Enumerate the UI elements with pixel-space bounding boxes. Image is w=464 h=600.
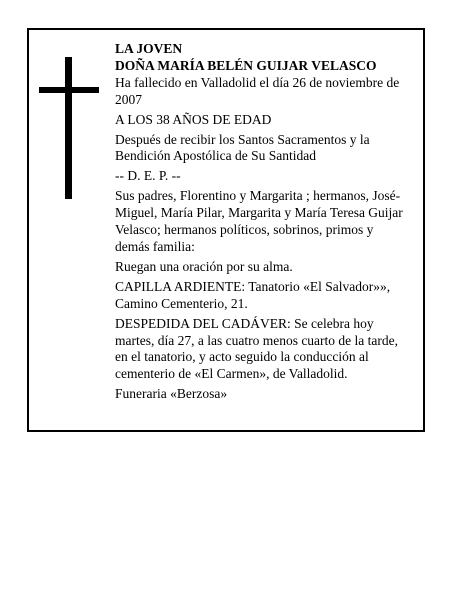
cross-icon	[39, 57, 99, 199]
farewell-line: DESPEDIDA DEL CADÁVER: Se celebra hoy martes, día 27, a las cuatro menos cuarto de la tarde, en el tanatorio, y acto seguido la conducción al cementerio de «El Carmen», de Valladolid.	[115, 315, 399, 382]
obituary-notice	[27, 28, 425, 432]
rip-line: -- D. E. P. --	[115, 168, 181, 184]
sacraments-line: Después de recibir los Santos Sacramentos y la Bendición Apostólica de Su Santidad	[115, 131, 370, 164]
cross-vertical-bar	[65, 57, 72, 199]
cross-horizontal-bar	[39, 87, 99, 93]
funeral-home-line: Funeraria «Berzosa»	[115, 386, 228, 402]
family-line: Sus padres, Florentino y Margarita ; hermanos, José-Miguel, María Pilar, Margarita y María Teresa Guijar Velasco; hermanos políticos, sobrinos, primos y demás familia:	[115, 188, 403, 254]
notice-text	[115, 41, 411, 406]
deceased-name: DOÑA MARÍA BELÉN GUIJAR VELASCO	[115, 57, 377, 73]
notice-header: LA JOVEN	[115, 41, 183, 56]
age-line: A LOS 38 AÑOS DE EDAD	[115, 111, 272, 127]
chapel-line: CAPILLA ARDIENTE: Tanatorio «El Salvador»», Camino Cementerio, 21.	[115, 278, 391, 311]
death-info: Ha fallecido en Valladolid el día 26 de noviembre de 2007	[115, 74, 400, 107]
prayer-line: Ruegan una oración por su alma.	[115, 258, 293, 274]
